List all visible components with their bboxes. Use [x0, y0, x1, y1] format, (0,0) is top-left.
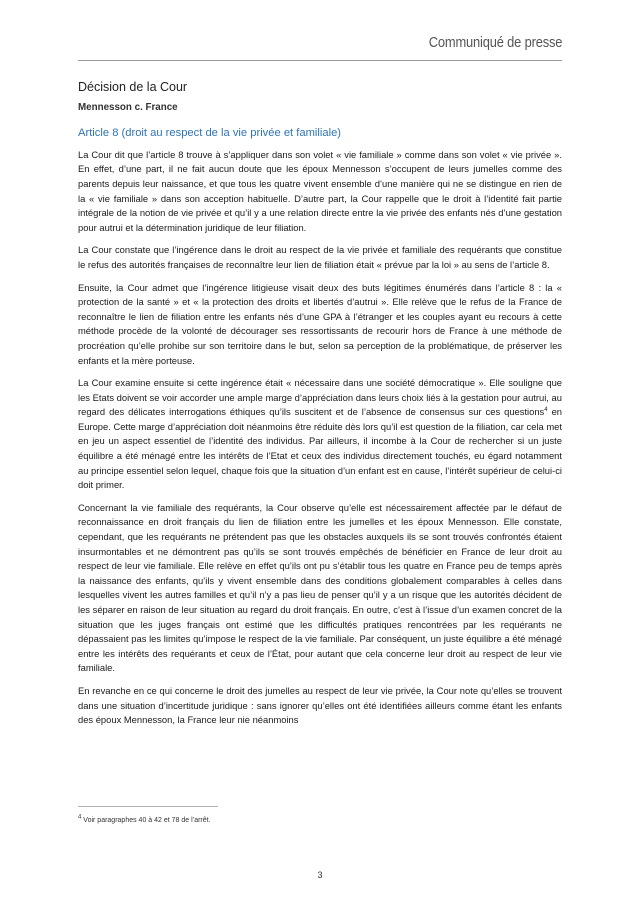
document-body: [78, 80, 562, 736]
case-name: Mennesson c. France: [78, 101, 178, 113]
page-number: 3: [317, 870, 323, 880]
paragraph: Ensuite, la Cour admet que l’ingérence litigieuse visait deux des buts légitimes énumérés dans l’article 8 : la « protection de la santé » et « la protection des droits et libertés d’autrui ». Elle relève que le refus de la France de reconnaître le lien de filiation entre les enfants nés d’une GPA à l’étranger et les couples ayant eu recours à cette méthode procède de la volonté de décourager ses ressortissants de recourir hors de France à une méthode de procréation qu’elle prohibe sur son territoire dans le but, selon sa perception de la problématique, de préserver les enfants et la mère porteuse.: [78, 281, 562, 366]
paragraph-text: La Cour examine ensuite si cette ingérence était « nécessaire dans une société démocratique ». Elle souligne que les Etats doivent se voir accorder une ample marge d’appréciation dans leurs choix liés à la gestation pour autrui, au regard des délicates interrogations éthiques qu’ils suscitent et de l’absence de consensus sur ces questions: [78, 377, 562, 418]
footnote-divider: [78, 806, 218, 807]
page-header: [78, 30, 562, 61]
paragraph: La Cour constate que l’ingérence dans le droit au respect de la vie privée et familiale des requérants que constitue le refus des autorités françaises de reconnaître leur lien de filiation était « prévue par la loi » au sens de l’article 8.: [78, 244, 562, 270]
paragraph: La Cour dit que l’article 8 trouve à s’appliquer dans son volet « vie familiale » comme dans son volet « vie privée ». En effet, d’une part, il ne fait aucun doute que les époux Mennesson s’occupent de leurs jumelles comme des parents depuis leur naissance, et que tous les quatre vivent ensemble d’une manière qui ne se distingue en rien de la « vie familiale » dans son acception habituelle. D’autre part, la Cour rappelle que le droit à l’identité fait partie intégrale de la notion de vie privée et qu’il y a une relation directe entre la vie privée des enfants nés d’une gestation pour autrui et la détermination juridique de leur filiation.: [78, 148, 562, 233]
footnote: [78, 814, 211, 824]
paragraph: Concernant la vie familiale des requérants, la Cour observe qu’elle est nécessairement affectée par le défaut de reconnaissance en droit français du lien de filiation entre les jumelles et les époux Mennesson. Elle constate, cependant, que les requérants ne prétendent pas que les obstacles auxquels ils se sont trouvés confrontés étaient insurmontables et ne démontrent pas qu’ils se sont trouvés empêchés de bénéficier en France de leur droit au respect de leur vie familiale. Elle relève en effet qu’ils ont pu s’établir tous les quatre en France peu de temps après la naissance des enfants, qu’ils y vivent ensemble dans des conditions globalement comparables à celles dans lesquelles vivent les autres familles et qu’il n’y a pas lieu de penser qu’il y a un risque que les autorités décident de les séparer en raison de leur situation au regard du droit français. En outre, c’est à l’issue d’un examen concret de la situation que les juges français ont estimé que les difficultés pratiques rencontrées par les requérants ne dépassaient pas les limites qu’impose le respect de la vie familiale. Par conséquent, un juste équilibre a été ménagé entre les intérêts des requérants et ceux de l’État, pour autant que cela concerne leur droit au respect de leur vie familiale.: [78, 501, 562, 674]
section-title: Décision de la Cour: [78, 80, 188, 94]
header-title: Communiqué de presse: [428, 34, 562, 51]
article-heading: Article 8 (droit au respect de la vie privée et familiale): [78, 127, 342, 140]
footnote-marker: 4: [78, 814, 82, 821]
paragraph-with-footnote: [78, 376, 562, 493]
footnote-reference: 4: [544, 407, 548, 414]
paragraph: En revanche en ce qui concerne le droit des jumelles au respect de leur vie privée, la Cour note qu’elles se trouvent dans une situation d’incertitude juridique : sans ignorer qu’elles ont été identifiées ailleurs comme étant les enfants des époux Mennesson, la France leur nie néanmoins: [78, 684, 562, 726]
paragraph-text: en Europe. Cette marge d’appréciation doit néanmoins être réduite dès lors qu’il est question de la filiation, car cela met en jeu un aspect essentiel de l’identité des individus. Par ailleurs, il incombe à la Cour de rechercher si un juste équilibre a été ménagé entre les intérêts de l’Etat et ceux des individus directement touchés, eu égard notamment au principe essentiel selon lequel, chaque fois que la situation d’un enfant est en cause, l’intérêt supérieur de celui-ci doit primer.: [78, 406, 562, 491]
footnote-text: Voir paragraphes 40 à 42 et 78 de l’arrêt.: [81, 817, 211, 824]
